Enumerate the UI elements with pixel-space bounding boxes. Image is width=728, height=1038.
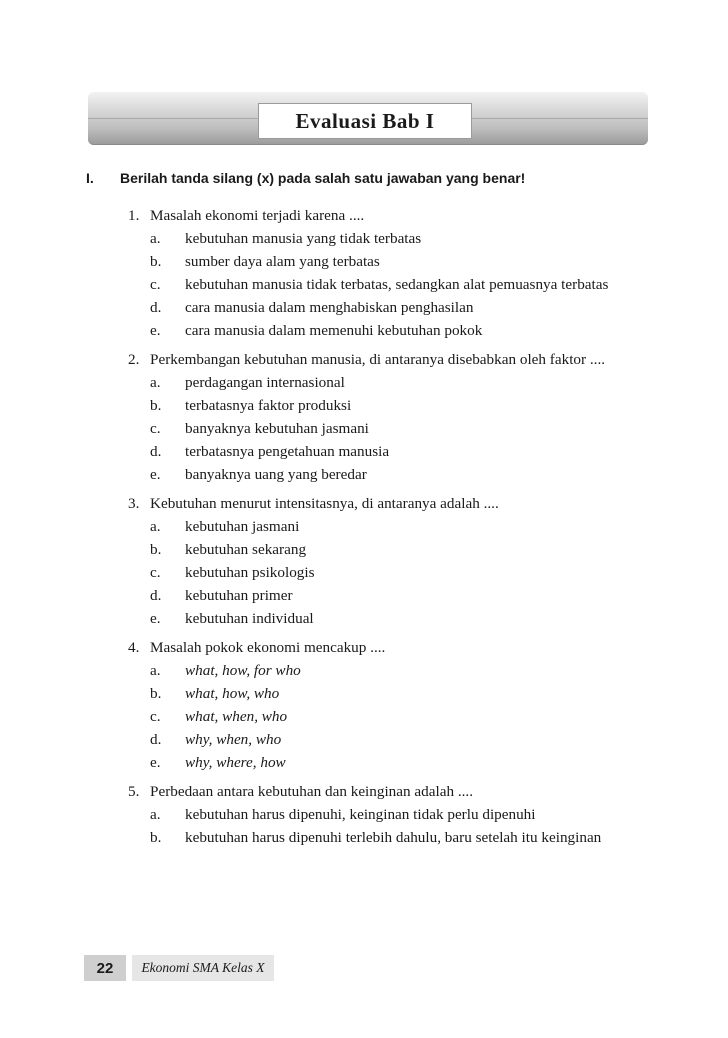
option-letter: b. xyxy=(150,829,162,846)
answer-option xyxy=(128,538,648,561)
option-letter: b. xyxy=(150,685,162,702)
question-text: Perkembangan kebutuhan manusia, di antaranya disebabkan oleh faktor .... xyxy=(150,351,606,368)
option-text: kebutuhan manusia yang tidak terbatas xyxy=(185,230,422,247)
option-letter: b. xyxy=(150,397,162,414)
question-row xyxy=(128,492,648,515)
question-row xyxy=(128,636,648,659)
option-text: what, how, for who xyxy=(185,662,301,679)
answer-option xyxy=(128,417,648,440)
option-letter: d. xyxy=(150,443,162,460)
option-text: what, when, who xyxy=(185,708,288,725)
question-number: 4. xyxy=(128,639,140,656)
option-text: why, when, who xyxy=(185,731,282,748)
option-letter: c. xyxy=(150,276,161,293)
question-number: 3. xyxy=(128,495,140,512)
question-row xyxy=(128,348,648,371)
answer-option xyxy=(128,705,648,728)
option-text: sumber daya alam yang terbatas xyxy=(185,253,380,270)
option-text: terbatasnya pengetahuan manusia xyxy=(185,443,390,460)
option-letter: d. xyxy=(150,731,162,748)
question-item xyxy=(128,204,648,342)
option-text: kebutuhan sekarang xyxy=(185,541,307,558)
answer-option xyxy=(128,394,648,417)
option-text: kebutuhan psikologis xyxy=(185,564,315,581)
question-number: 2. xyxy=(128,351,140,368)
question-item xyxy=(128,636,648,774)
answer-option xyxy=(128,250,648,273)
answer-option xyxy=(128,515,648,538)
question-number: 5. xyxy=(128,783,140,800)
option-letter: c. xyxy=(150,564,161,581)
answer-option xyxy=(128,371,648,394)
question-text: Masalah pokok ekonomi mencakup .... xyxy=(150,639,386,656)
page-title: Evaluasi Bab I xyxy=(258,103,472,139)
answer-option xyxy=(128,682,648,705)
option-letter: c. xyxy=(150,420,161,437)
section-number: I. xyxy=(86,170,94,186)
section-instruction: Berilah tanda silang (x) pada salah satu jawaban yang benar! xyxy=(120,170,526,186)
option-text: cara manusia dalam memenuhi kebutuhan pokok xyxy=(185,322,483,339)
option-letter: a. xyxy=(150,518,161,535)
answer-option xyxy=(128,273,648,296)
option-text: kebutuhan jasmani xyxy=(185,518,300,535)
answer-option xyxy=(128,440,648,463)
option-text: banyaknya uang yang beredar xyxy=(185,466,367,483)
answer-option xyxy=(128,584,648,607)
option-text: kebutuhan manusia tidak terbatas, sedangkan alat pemuasnya terbatas xyxy=(185,276,609,293)
answer-option xyxy=(128,319,648,342)
option-text: banyaknya kebutuhan jasmani xyxy=(185,420,369,437)
answer-option xyxy=(128,728,648,751)
answer-option xyxy=(128,803,648,826)
question-text: Kebutuhan menurut intensitasnya, di antaranya adalah .... xyxy=(150,495,499,512)
question-item xyxy=(128,780,648,849)
option-text: why, where, how xyxy=(185,754,286,771)
option-text: cara manusia dalam menghabiskan penghasilan xyxy=(185,299,474,316)
option-text: terbatasnya faktor produksi xyxy=(185,397,352,414)
question-item xyxy=(128,348,648,486)
option-letter: e. xyxy=(150,466,161,483)
option-letter: b. xyxy=(150,253,162,270)
option-letter: e. xyxy=(150,322,161,339)
option-letter: a. xyxy=(150,806,161,823)
option-text: perdagangan internasional xyxy=(185,374,345,391)
page-number: 22 xyxy=(84,955,126,981)
question-text: Perbedaan antara kebutuhan dan keinginan adalah .... xyxy=(150,783,474,800)
answer-option xyxy=(128,751,648,774)
book-title: Ekonomi SMA Kelas X xyxy=(132,955,274,981)
question-number: 1. xyxy=(128,207,140,224)
answer-option xyxy=(128,607,648,630)
option-letter: b. xyxy=(150,541,162,558)
option-letter: a. xyxy=(150,662,161,679)
question-row xyxy=(128,204,648,227)
option-letter: e. xyxy=(150,610,161,627)
option-letter: c. xyxy=(150,708,161,725)
question-list xyxy=(128,204,648,855)
option-text: kebutuhan individual xyxy=(185,610,314,627)
question-row xyxy=(128,780,648,803)
option-letter: e. xyxy=(150,754,161,771)
option-letter: d. xyxy=(150,299,162,316)
answer-option xyxy=(128,227,648,250)
answer-option xyxy=(128,826,648,849)
option-text: kebutuhan primer xyxy=(185,587,293,604)
question-text: Masalah ekonomi terjadi karena .... xyxy=(150,207,365,224)
answer-option xyxy=(128,659,648,682)
option-letter: a. xyxy=(150,230,161,247)
option-text: kebutuhan harus dipenuhi terlebih dahulu, baru setelah itu keinginan xyxy=(185,829,602,846)
answer-option xyxy=(128,463,648,486)
answer-option xyxy=(128,561,648,584)
option-letter: d. xyxy=(150,587,162,604)
question-item xyxy=(128,492,648,630)
option-text: kebutuhan harus dipenuhi, keinginan tidak perlu dipenuhi xyxy=(185,806,536,823)
answer-option xyxy=(128,296,648,319)
option-text: what, how, who xyxy=(185,685,280,702)
option-letter: a. xyxy=(150,374,161,391)
